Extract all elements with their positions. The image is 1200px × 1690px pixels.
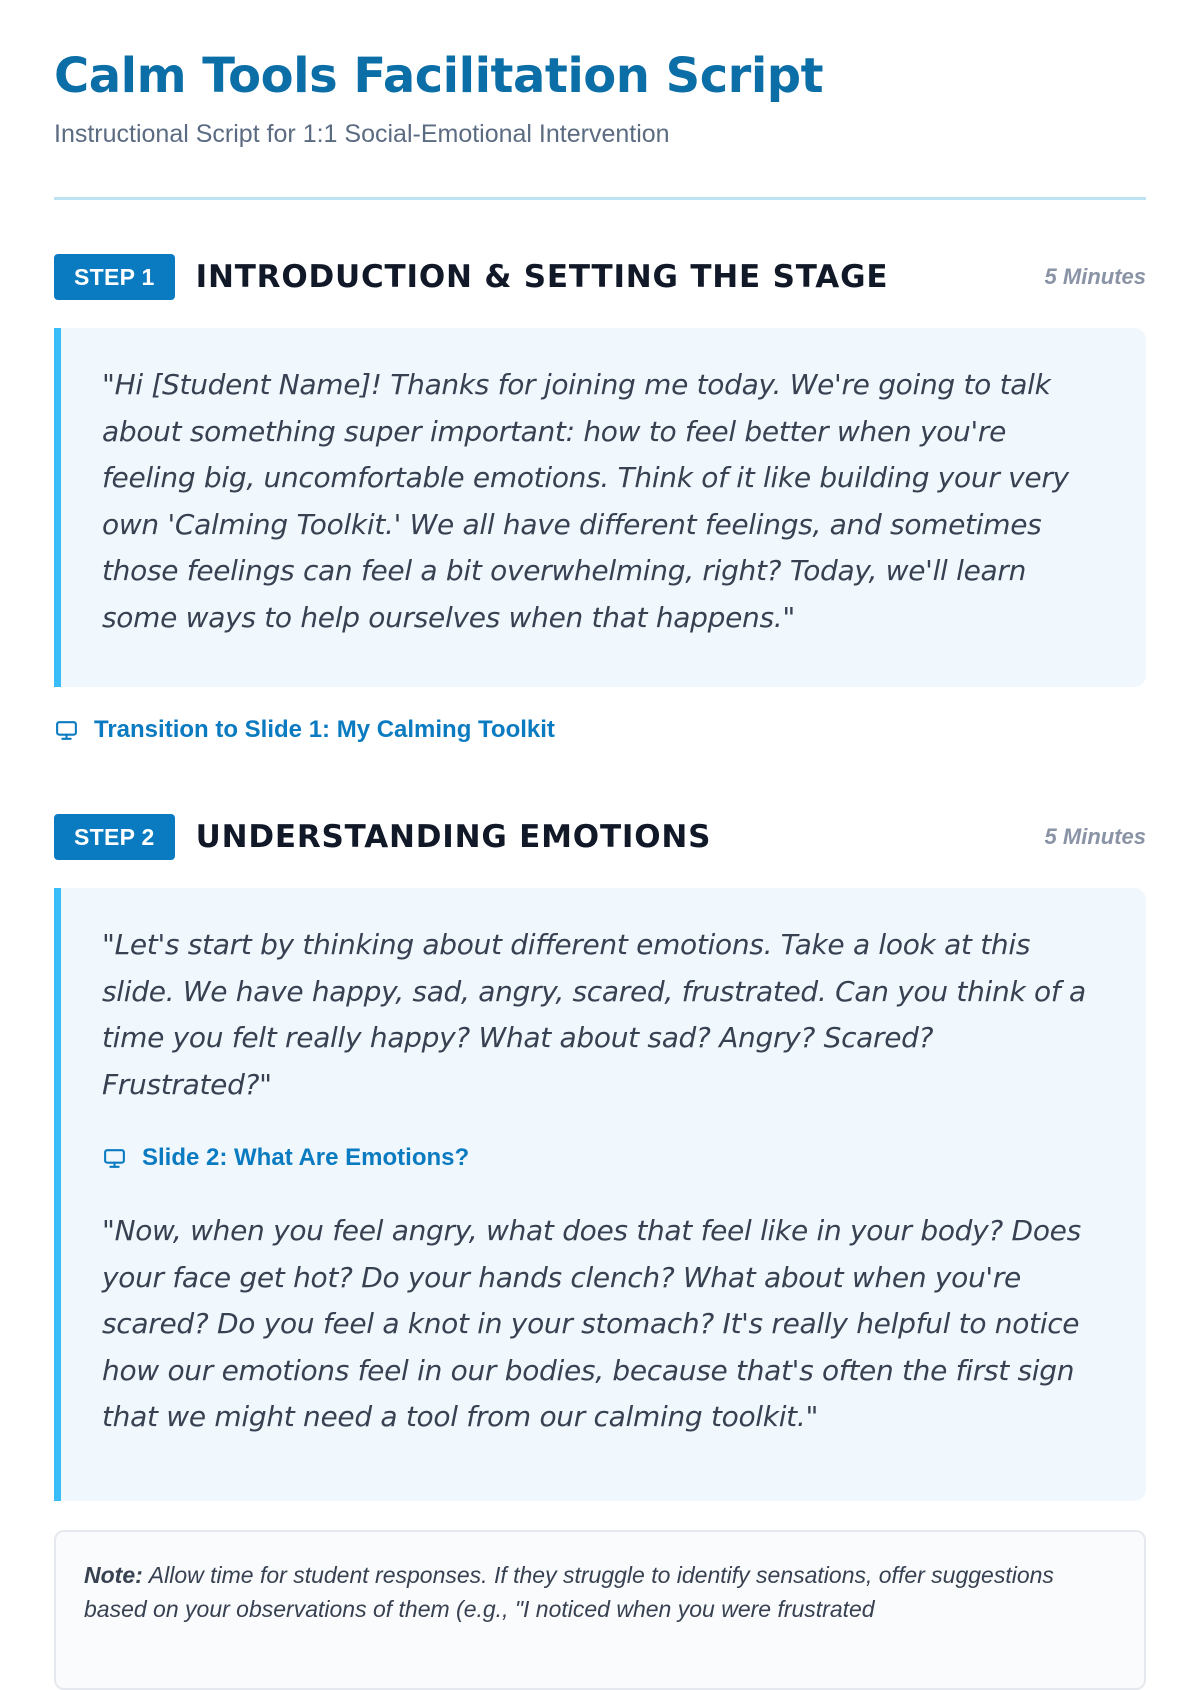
step-1-script-quote: "Hi [Student Name]! Thanks for joining me today. We're going to talk about something super important: how to feel better when you're feeling big, uncomfortable emotions. Think of it like building your very own 'Calming Toolkit.' We all have different feelings, and sometimes those feelings can feel a bit overwhelming, right? Today, we'll learn some ways to help ourselves when that happens." [102, 368, 1069, 634]
step-1-duration: 5 Minutes [1044, 264, 1146, 289]
step-2-slide-cue-label: Slide 2: What Are Emotions? [142, 1144, 470, 1171]
note-text: Allow time for student responses. If they struggle to identify sensations, offer suggestions based on your observations of them (e.g., "I noticed when you were frustrated [84, 1562, 1054, 1622]
step-1-script-box [54, 328, 1146, 687]
monitor-icon [102, 1146, 127, 1171]
step-2-script-quote: "Let's start by thinking about different emotions. Take a look at this slide. We have happy, sad, angry, scared, frustrated. Can you think of a time you felt really happy? What about sad? Angry? Scared? Frustrated?" [102, 928, 1086, 1101]
step-2-script-box [54, 888, 1146, 1501]
step-2-duration: 5 Minutes [1044, 824, 1146, 849]
note-label: Note: [84, 1562, 143, 1588]
step-2-badge: STEP 2 [54, 814, 175, 860]
monitor-icon [54, 718, 79, 743]
step-1-transition-cue [54, 716, 555, 744]
step-1-header [54, 253, 1146, 301]
page-subtitle: Instructional Script for 1:1 Social-Emotional Intervention [54, 120, 670, 148]
page-title: Calm Tools Facilitation Script [54, 48, 824, 104]
step-2-header [54, 813, 1146, 861]
step-1-badge: STEP 1 [54, 254, 175, 300]
facilitator-note [54, 1530, 1146, 1690]
step-2-script-quote-2: "Now, when you feel angry, what does that feel like in your body? Does your face get hot? Do your hands clench? What about when you're scared? Do you feel a knot in your stomach? It's really helpful to notice how our emotions feel in our bodies, because that's often the first sign that we might need a tool from our calming toolkit." [102, 1214, 1081, 1433]
step-1-title: INTRODUCTION & SETTING THE STAGE [195, 259, 889, 295]
header-divider [54, 197, 1146, 200]
step-2-title: UNDERSTANDING EMOTIONS [195, 819, 712, 855]
step-1-transition-label: Transition to Slide 1: My Calming Toolkit [94, 716, 555, 743]
step-2-slide-cue [102, 1144, 1106, 1172]
